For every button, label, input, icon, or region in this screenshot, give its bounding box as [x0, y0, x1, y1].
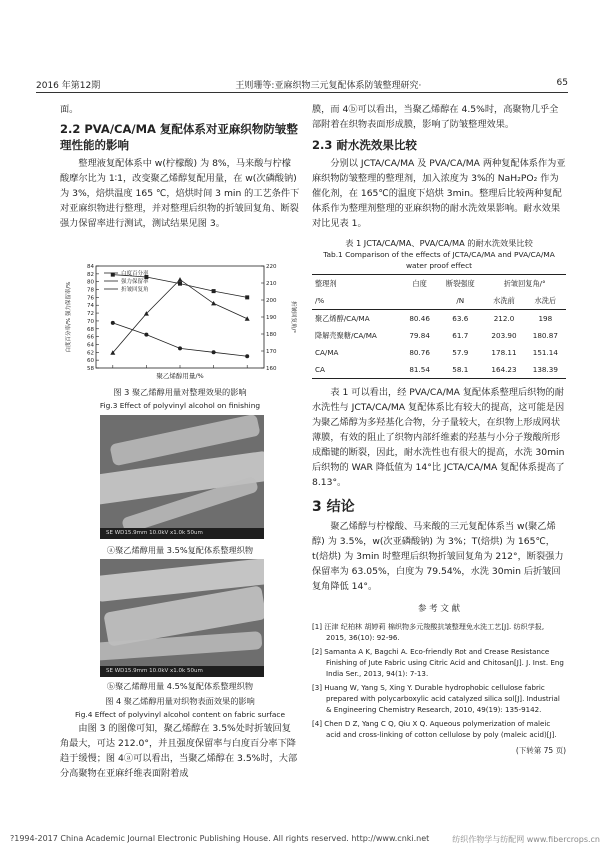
figure-4b-caption: ⓑ聚乙烯醇用量 4.5%复配体系整理织物: [106, 681, 254, 691]
section-2-3-title: 2.3 耐水洗效果比较: [312, 138, 417, 152]
reference-item: [2] Samanta A K, Bagchi A. Eco-friendly Rot and Crease Resistance Finishing of Jute Fabric using Citric Acid and Chitosan[J]. J. Inst. Eng India Ser., 2013, 94(1): 7-13.: [312, 647, 564, 678]
table-cell: 180.87: [532, 331, 558, 340]
watermark-text: 纺织作物学与纺配网 www.fibercrops.cn: [452, 835, 600, 844]
section-2-2-title: 2.2 PVA/CA/MA 复配体系对亚麻织物防皱整理性能的影响: [60, 122, 298, 152]
table-cell: CA/MA: [315, 348, 339, 357]
y-tick-label-left: 68: [87, 326, 94, 333]
figure-3-chart: [60, 258, 300, 383]
intro-fragment: 面。: [60, 104, 79, 115]
table-subheader-before: 水洗前: [493, 296, 515, 305]
table-row: [312, 327, 566, 344]
table-cell: 81.54: [409, 365, 430, 374]
figure-3-caption-en: Fig.3 Effect of polyvinyl alcohol on finishing: [99, 401, 261, 410]
conclusion-paragraph: 聚乙烯醇与柠檬酸、马来酸的三元复配体系当 w(聚乙烯醇) 为 3.5%，w(次亚磷酸钠) 为 3%；T(焙烘) 为 165℃，t(焙烘) 为 3min 时整理后织物折皱回复角为 212°，断裂强力保留率为 63.05%，白度为 79.54%，水洗 30min 后折皱回复角降低 14°。: [312, 521, 564, 592]
y-tick-label-left: 70: [87, 318, 94, 325]
continuation-note: (下转第 75 页): [515, 746, 566, 755]
left-column: [60, 102, 300, 231]
table-subheader-after: 水洗后: [534, 296, 557, 305]
series-line-circle: [113, 323, 247, 356]
copyright-line: ?1994-2017 China Academic Journal Electronic Publishing House. All rights reserved. http://www.cnki.net: [10, 834, 430, 843]
data-point-circle: [111, 321, 115, 325]
header-issue: 2016 年第12期: [36, 81, 101, 91]
data-point-triangle: [245, 316, 250, 321]
table-cell: 降解壳聚糖/CA/MA: [315, 331, 377, 340]
right-column: [312, 102, 566, 758]
legend-label: 折皱回复角: [121, 287, 149, 293]
table-header-wrinkle-angle: 折皱回复角/°: [503, 279, 546, 288]
table-1-title-en: Tab.1 Comparison of the effects of JCTA/CA/MA and PVA/CA/MA water proof effect: [323, 250, 555, 270]
table-cell: 80.76: [409, 348, 430, 357]
running-header: [36, 78, 568, 91]
table-header-whiteness: 白度: [412, 279, 427, 288]
sem-image-b: [100, 559, 264, 677]
section-2-2-paragraph-2: 由图 3 的图像可知，聚乙烯醇在 3.5%处时折皱回复角最大，可达 212.0°，并且强度保留率与白度百分率下降趋于缓慢；图 4ⓐ可以看出，当聚乙烯醇在 3.5%时，大部分高聚物在亚麻纤维表面附着成: [60, 723, 298, 779]
y-axis-label-left: 白度百分率/% 强力保留率/%: [66, 281, 72, 353]
y-tick-label-left: 80: [87, 279, 94, 286]
sem-info-bar-b: SE WD15.9mm 10.0kV x1.0k 50um: [100, 666, 264, 677]
y-tick-label-left: 76: [87, 295, 94, 302]
reference-item: [4] Chen D Z, Yang C Q, Qiu X Q. Aqueous polymerization of maleic acid and cross-linking of cotton cellulose by poly (maleic acid)[J].: [312, 719, 557, 739]
y-tick-label-left: 72: [87, 311, 94, 318]
y-tick-label-right: 160: [266, 366, 277, 372]
y-tick-label-right: 220: [266, 264, 277, 270]
y-tick-label-right: 200: [266, 298, 277, 304]
table-cell: 聚乙烯醇/CA/MA: [315, 314, 370, 323]
table-header-strength: 断裂强度: [445, 279, 475, 288]
data-point-circle: [212, 350, 216, 354]
table-row: [312, 344, 566, 361]
figure-3-caption: 图 3 聚乙烯醇用量对整理效果的影响: [113, 387, 247, 397]
data-point-square: [245, 295, 249, 299]
table-cell: 58.1: [452, 365, 469, 374]
y-tick-label-left: 84: [87, 264, 94, 270]
data-point-triangle: [211, 301, 216, 306]
table-cell: 80.46: [409, 314, 430, 323]
header-rule: [36, 92, 568, 93]
y-tick-label-left: 62: [87, 350, 94, 357]
data-point-circle: [245, 354, 249, 358]
y-tick-label-left: 74: [87, 303, 94, 310]
table-cell: 57.9: [452, 348, 469, 357]
section-2-3-paragraph-1: 分别以 JCTA/CA/MA 及 PVA/CA/MA 两种复配体系作为亚麻织物防皱整理的整理剂，加入浓度为 3%的 NaH₂PO₂ 作为催化剂，在 165℃的温度下焙烘 3min。整理后比较两种复配体系作为整理剂整理的亚麻织物的耐水洗效果影响。耐水效果对比见表 1。: [312, 158, 566, 229]
table-cell: 79.84: [409, 331, 430, 340]
y-tick-label-right: 190: [266, 315, 277, 321]
y-tick-label-left: 64: [87, 342, 94, 349]
header-title: 王则珊等:亚麻织物三元复配体系防皱整理研究·: [235, 81, 422, 91]
y-tick-label-left: 78: [87, 287, 94, 294]
table-cell: 198: [538, 314, 553, 323]
header-page-number: 65: [556, 78, 568, 88]
table-cell: 212.0: [493, 314, 515, 323]
table-header-agent: 整理剂: [315, 279, 337, 288]
data-point-circle: [144, 333, 148, 337]
figure-4a-caption: ⓐ聚乙烯醇用量 3.5%复配体系整理织物: [106, 545, 254, 555]
table-cell: 61.7: [452, 331, 469, 340]
references-title: 参 考 文 献: [417, 604, 461, 614]
page-footer: [10, 834, 600, 845]
section-3-title: 3 结论: [312, 499, 355, 515]
table-1-title: 表 1 JCTA/CA/MA、PVA/CA/MA 的耐水洗效果比较: [345, 238, 533, 248]
y-tick-label-right: 180: [266, 332, 277, 338]
figure-4-caption-en: Fig.4 Effect of polyvinyl alcohol content on fabric surface: [74, 710, 286, 719]
table-cell: 164.23: [491, 365, 517, 374]
data-point-square: [178, 282, 182, 286]
table-subheader-n: /N: [456, 296, 465, 305]
sem-image-a: [100, 415, 264, 539]
section-2-2-paragraph-1: 整理液复配体系中 w(柠檬酸) 为 8%，马来酸与柠檬酸摩尔比为 1∶1，改变聚乙烯醇复配用量，在 w(次磷酸钠) 为 3%，焙烘温度 165 ℃，焙烘时间 3 min 的工艺条件下对亚麻织物进行整理，并对整理后织物的折皱回复角、断裂强力保留率进行测试，测试结果见图 3。: [60, 158, 300, 229]
reference-item: [1] 汪津 纪柏林 胡婷莉 棉织物多元羧酸抗皱整理免水洗工艺[J]. 纺织学报, 2015, 36(10): 92-96.: [312, 622, 545, 642]
table-row: [312, 310, 566, 328]
legend-label: 强力保留率: [121, 279, 149, 285]
data-point-square: [212, 289, 216, 293]
data-point-circle: [178, 346, 182, 350]
table-cell: 63.6: [452, 314, 469, 323]
sem-info-bar-a: SE WD15.9mm 10.0kV x1.0k 50um: [100, 528, 264, 539]
table-1: [312, 274, 566, 379]
table-cell: 151.14: [532, 348, 558, 357]
table-cell: 203.90: [491, 331, 517, 340]
legend-label: 白度百分率: [121, 271, 149, 277]
x-axis-label: 聚乙烯醇用量/%: [156, 372, 204, 380]
y-tick-label-left: 82: [87, 271, 94, 278]
y-tick-label-right: 210: [266, 281, 277, 287]
table-cell: 178.11: [491, 348, 517, 357]
continued-paragraph: 膜，而 4ⓑ可以看出，当聚乙烯醇在 4.5%时，高聚物几乎全部附着在织物表面形成膜，影响了防皱整理效果。: [312, 104, 559, 130]
section-2-3-paragraph-2: 表 1 可以看出，经 PVA/CA/MA 复配体系整理后织物的耐水洗性与 JCTA/CA/MA 复配体系比有较大的提高，这可能是因为聚乙烯醇为多羟基化合物，分子量较大，在织物上形成网状薄膜，有效的阻止了织物内部纤维素的羟基与小分子羧酸所形成酯键的断裂，因此，耐水洗性也有很大的提高，水洗 30min 后织物的 WAR 降低值为 14°比 JCTA/CA/MA 复配体系提高了 8.13°。: [312, 387, 565, 488]
y-tick-label-left: 60: [87, 358, 94, 365]
y-axis-label-right: 折皱回复角/°: [290, 300, 296, 334]
figure-4-caption: 图 4 聚乙烯醇用量对织物表面效果的影响: [105, 696, 255, 706]
y-tick-label-left: 66: [87, 334, 94, 341]
table-cell: 138.39: [532, 365, 558, 374]
data-point-triangle: [178, 277, 183, 282]
y-tick-label-left: 58: [87, 366, 94, 372]
reference-item: [3] Huang W, Yang S, Xing Y. Durable hydrophobic cellulose fabric prepared with polycarboxylic acid catalyzed silica sol[J]. Industrial & Engineering Chemistry Research, 2010, 49(19): 135-9142.: [312, 683, 560, 714]
left-column-bottom: [60, 721, 300, 781]
table-row: [312, 361, 566, 379]
table-subheader-pct: /%: [315, 296, 325, 305]
y-tick-label-right: 170: [266, 349, 277, 355]
table-cell: CA: [315, 365, 325, 374]
